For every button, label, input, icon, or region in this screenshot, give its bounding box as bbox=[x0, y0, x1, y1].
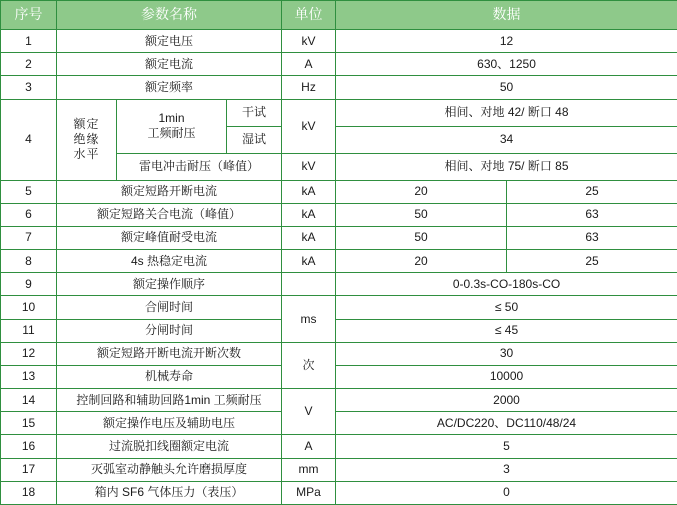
row-data: 50 bbox=[336, 76, 677, 99]
row-unit: A bbox=[282, 435, 336, 458]
row-no: 2 bbox=[1, 53, 57, 76]
table-row bbox=[1, 342, 677, 365]
row-data-left: 50 bbox=[336, 226, 507, 249]
row-name: 额定频率 bbox=[57, 76, 282, 99]
row-name: 机械寿命 bbox=[57, 365, 282, 388]
table-row bbox=[1, 226, 677, 249]
table-row bbox=[1, 250, 677, 273]
row-name: 4s 热稳定电流 bbox=[57, 250, 282, 273]
row-unit-merged-v: V bbox=[282, 389, 336, 435]
table-row bbox=[1, 365, 677, 388]
row-data: ≤ 50 bbox=[336, 296, 677, 319]
dry-test-data: 相间、对地 42/ 断口 48 bbox=[336, 99, 677, 126]
row-data-right: 63 bbox=[507, 226, 677, 249]
row-name: 合闸时间 bbox=[57, 296, 282, 319]
table-row-insulation-dry bbox=[1, 99, 677, 126]
table-row bbox=[1, 30, 677, 53]
row-name: 额定峰值耐受电流 bbox=[57, 226, 282, 249]
row-data-right: 63 bbox=[507, 203, 677, 226]
row-data: 0 bbox=[336, 481, 677, 504]
row-unit-merged-ms: ms bbox=[282, 296, 336, 342]
row-unit: kV bbox=[282, 30, 336, 53]
row-name: 箱内 SF6 气体压力（表压） bbox=[57, 481, 282, 504]
row-name: 额定短路开断电流 bbox=[57, 180, 282, 203]
table-header-row bbox=[1, 1, 677, 30]
lightning-impulse-label: 雷电冲击耐压（峰值） bbox=[117, 153, 282, 180]
row-no: 14 bbox=[1, 389, 57, 412]
table-row bbox=[1, 435, 677, 458]
header-no: 序号 bbox=[1, 1, 57, 30]
row-data-left: 20 bbox=[336, 250, 507, 273]
row-name: 额定电压 bbox=[57, 30, 282, 53]
row-name: 控制回路和辅助回路1min 工频耐压 bbox=[57, 389, 282, 412]
row-data: 5 bbox=[336, 435, 677, 458]
header-data: 数据 bbox=[336, 1, 677, 30]
row-data: 12 bbox=[336, 30, 677, 53]
row-unit: A bbox=[282, 53, 336, 76]
table-row bbox=[1, 273, 677, 296]
header-name: 参数名称 bbox=[57, 1, 282, 30]
row-unit bbox=[282, 273, 336, 296]
table-row bbox=[1, 180, 677, 203]
insulation-group-label: 额定 绝缘 水平 bbox=[57, 99, 117, 180]
row-name: 额定操作电压及辅助电压 bbox=[57, 412, 282, 435]
row-unit-merged-ci: 次 bbox=[282, 342, 336, 388]
row-name: 过流脱扣线圈额定电流 bbox=[57, 435, 282, 458]
row-no: 7 bbox=[1, 226, 57, 249]
row-no: 13 bbox=[1, 365, 57, 388]
row-unit: kA bbox=[282, 203, 336, 226]
row-data: 630、1250 bbox=[336, 53, 677, 76]
row-name: 额定操作顺序 bbox=[57, 273, 282, 296]
row-unit: mm bbox=[282, 458, 336, 481]
row-data-right: 25 bbox=[507, 180, 677, 203]
header-unit: 单位 bbox=[282, 1, 336, 30]
row-name: 灭弧室动静触头允许磨损厚度 bbox=[57, 458, 282, 481]
table-row bbox=[1, 458, 677, 481]
table-row bbox=[1, 319, 677, 342]
wet-test-data: 34 bbox=[336, 126, 677, 153]
row-data: 2000 bbox=[336, 389, 677, 412]
row-name: 额定短路关合电流（峰值） bbox=[57, 203, 282, 226]
row-unit: kA bbox=[282, 180, 336, 203]
row-data: 0-0.3s-CO-180s-CO bbox=[336, 273, 677, 296]
table-row bbox=[1, 203, 677, 226]
power-frequency-label: 1min 工频耐压 bbox=[117, 99, 227, 153]
wet-test-label: 湿试 bbox=[227, 126, 282, 153]
row-no: 1 bbox=[1, 30, 57, 53]
row-data-right: 25 bbox=[507, 250, 677, 273]
row-unit: kA bbox=[282, 250, 336, 273]
row-unit: Hz bbox=[282, 76, 336, 99]
row-name: 额定短路开断电流开断次数 bbox=[57, 342, 282, 365]
dry-test-label: 干试 bbox=[227, 99, 282, 126]
row-no: 17 bbox=[1, 458, 57, 481]
row-no: 11 bbox=[1, 319, 57, 342]
row-unit: kA bbox=[282, 226, 336, 249]
row-no: 8 bbox=[1, 250, 57, 273]
row-no: 10 bbox=[1, 296, 57, 319]
table-row bbox=[1, 296, 677, 319]
row-no: 9 bbox=[1, 273, 57, 296]
row-data: ≤ 45 bbox=[336, 319, 677, 342]
row-no: 6 bbox=[1, 203, 57, 226]
row-unit: kV bbox=[282, 99, 336, 153]
row-no: 5 bbox=[1, 180, 57, 203]
row-unit: kV bbox=[282, 153, 336, 180]
row-name: 额定电流 bbox=[57, 53, 282, 76]
row-name: 分闸时间 bbox=[57, 319, 282, 342]
row-data: 3 bbox=[336, 458, 677, 481]
lightning-impulse-data: 相间、对地 75/ 断口 85 bbox=[336, 153, 677, 180]
table-row bbox=[1, 481, 677, 504]
row-data-left: 20 bbox=[336, 180, 507, 203]
row-data: 30 bbox=[336, 342, 677, 365]
row-data: 10000 bbox=[336, 365, 677, 388]
table-row bbox=[1, 412, 677, 435]
table-row bbox=[1, 76, 677, 99]
row-data-left: 50 bbox=[336, 203, 507, 226]
row-no: 16 bbox=[1, 435, 57, 458]
row-no: 18 bbox=[1, 481, 57, 504]
row-no: 3 bbox=[1, 76, 57, 99]
row-no: 15 bbox=[1, 412, 57, 435]
table-row bbox=[1, 53, 677, 76]
table-row bbox=[1, 389, 677, 412]
row-unit: MPa bbox=[282, 481, 336, 504]
row-data: AC/DC220、DC110/48/24 bbox=[336, 412, 677, 435]
row-no: 4 bbox=[1, 99, 57, 180]
row-no: 12 bbox=[1, 342, 57, 365]
